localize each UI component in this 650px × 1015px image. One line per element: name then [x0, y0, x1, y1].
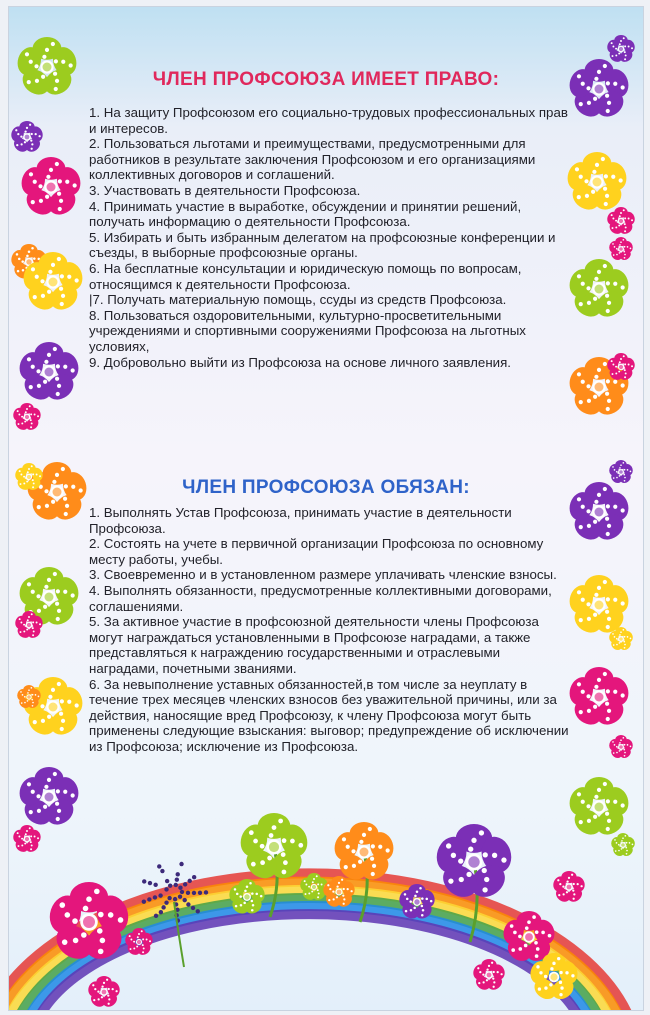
union-member-poster [8, 6, 644, 1011]
rights-item: 1. На защиту Профсоюзом его социально-трудовых профессиональных прав и интересов. [89, 105, 568, 136]
rights-title: ЧЛЕН ПРОФСОЮЗА ИМЕЕТ ПРАВО: [152, 69, 500, 90]
flower-icon [86, 976, 121, 1009]
flower-icon [608, 735, 634, 760]
duties-list [89, 505, 569, 755]
flower-icon [606, 35, 637, 64]
rights-item: 3. Участвовать в деятельности Профсоюза. [89, 182, 361, 198]
flower-icon [471, 959, 506, 992]
duties-item: 1. Выполнять Устав Профсоюза, принимать участие в деятельности Профсоюза. [89, 505, 512, 536]
flower-icon [606, 207, 637, 236]
rights-item: 6. На бесплатные консультации и юридическую помощь по вопросам, относящимся к деятельности Профсоюза. [89, 260, 522, 292]
flower-icon [12, 403, 43, 432]
rights-item: 4. Принимать участие в выработке, обсуждении и принятии решений, получать информацию о деятельности Профсоюза. [89, 198, 522, 230]
rights-item: 9. Добровольно выйти из Профсоюза на основе личного заявления. [89, 354, 511, 370]
flower-icon [551, 871, 586, 904]
duties-title: ЧЛЕН ПРОФСОЮЗА ОБЯЗАН: [182, 477, 470, 498]
duties-item: 6. За невыполнение уставных обязанностей,в том числе за неуплату в течение трех месяцев членских взносов без уважительной причины, или за действия, наносящие вред Профсоюзу, к члену Профсоюза могут быть применены следующие взыскания: выговор; предупреждение об исключении из Профсоюза; исключение из Профсоюза. [89, 676, 569, 754]
flower-icon [610, 833, 636, 858]
duties-item: 2. Состоять на учете в первичной организации Профсоюза по основному месту работы, учебы. [89, 536, 544, 567]
duties-item: 5. За активное участие в профсоюзной деятельности члены Профсоюза могут награждаться установленными в Профсоюзе наградами, а также представляться к награждению государственными и отраслевыми наградами, почетными званиями. [89, 614, 539, 676]
flower-icon [9, 121, 44, 154]
flower-icon [16, 342, 82, 405]
flower-icon [566, 667, 632, 730]
rights-item: |7. Получать материальную помощь, ссуды из средств Профсоюза. [89, 292, 507, 308]
rights-item: 2. Пользоваться льготами и преимуществами, предусмотренными для работников в результате заключения Профсоюзом и его организациями коллективных договоров и соглашений. [89, 136, 536, 183]
flower-icon [18, 157, 84, 220]
flower-icon [564, 152, 630, 215]
duties-item: 3. Своевременно и в установленном размере уплачивать членские взносы. [89, 567, 557, 583]
flower-icon [16, 767, 82, 830]
flower-icon [566, 777, 632, 840]
rights-item: 8. Пользоваться оздоровительными, культурно-просветительными учреждениями и спортивными сооружениями Профсоюза на льготных условиях, [89, 307, 526, 354]
duties-item: 4. Выполнять обязанности, предусмотренные коллективными договорами, соглашениями. [89, 582, 552, 614]
flower-icon [608, 237, 634, 262]
rights-item: 5. Избирать и быть избранным делегатом на профсоюзные конференции и съезды, в выборные профсоюзные органы. [89, 229, 556, 261]
flower-icon [12, 825, 43, 854]
rights-list [89, 105, 569, 370]
flower-icon [566, 259, 632, 322]
